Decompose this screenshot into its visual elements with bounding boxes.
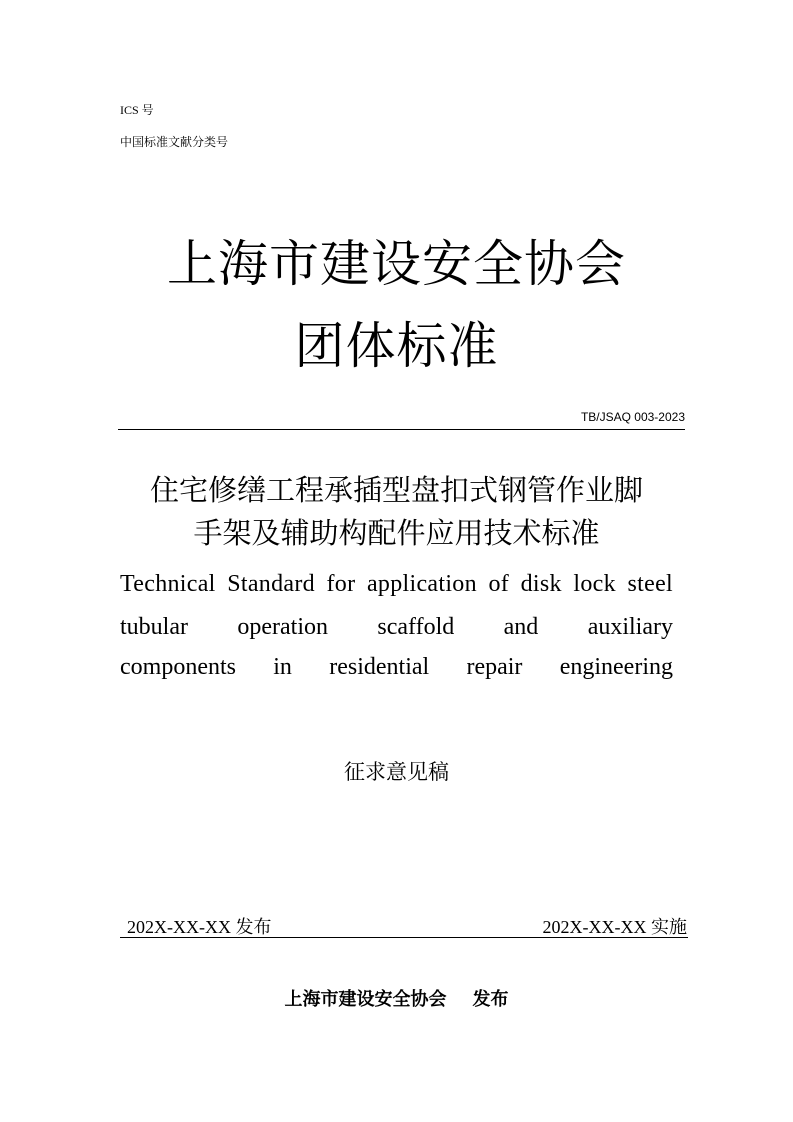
draft-label: 征求意见稿 bbox=[344, 760, 449, 784]
publish-date: 202X-XX-XX 发布 bbox=[127, 917, 272, 937]
standard-type: 团体标准 bbox=[294, 317, 499, 375]
publisher-action: 发布 bbox=[472, 989, 509, 1010]
english-title-line-2: tubular operation scaffold and auxiliary bbox=[120, 614, 673, 640]
header-divider bbox=[118, 429, 685, 430]
chinese-title-line-2: 手架及辅助构配件应用技术标准 bbox=[193, 516, 600, 550]
date-divider bbox=[120, 937, 688, 938]
chinese-title-line-1: 住宅修缮工程承插型盘扣式钢管作业脚 bbox=[149, 473, 643, 507]
implement-date: 202X-XX-XX 实施 bbox=[542, 917, 687, 937]
ics-number: ICS 号 bbox=[120, 103, 154, 117]
organization-name: 上海市建设安全协会 bbox=[167, 235, 626, 293]
english-title-line-1: Technical Standard for application of disk lock steel bbox=[120, 571, 673, 597]
publisher-name: 上海市建设安全协会 bbox=[284, 989, 447, 1010]
english-title-line-3: components in residential repair engineering bbox=[120, 654, 673, 680]
standard-number: TB/JSAQ 003-2023 bbox=[580, 410, 685, 424]
classification-number: 中国标准文献分类号 bbox=[120, 135, 229, 149]
publisher-line bbox=[0, 988, 793, 1012]
